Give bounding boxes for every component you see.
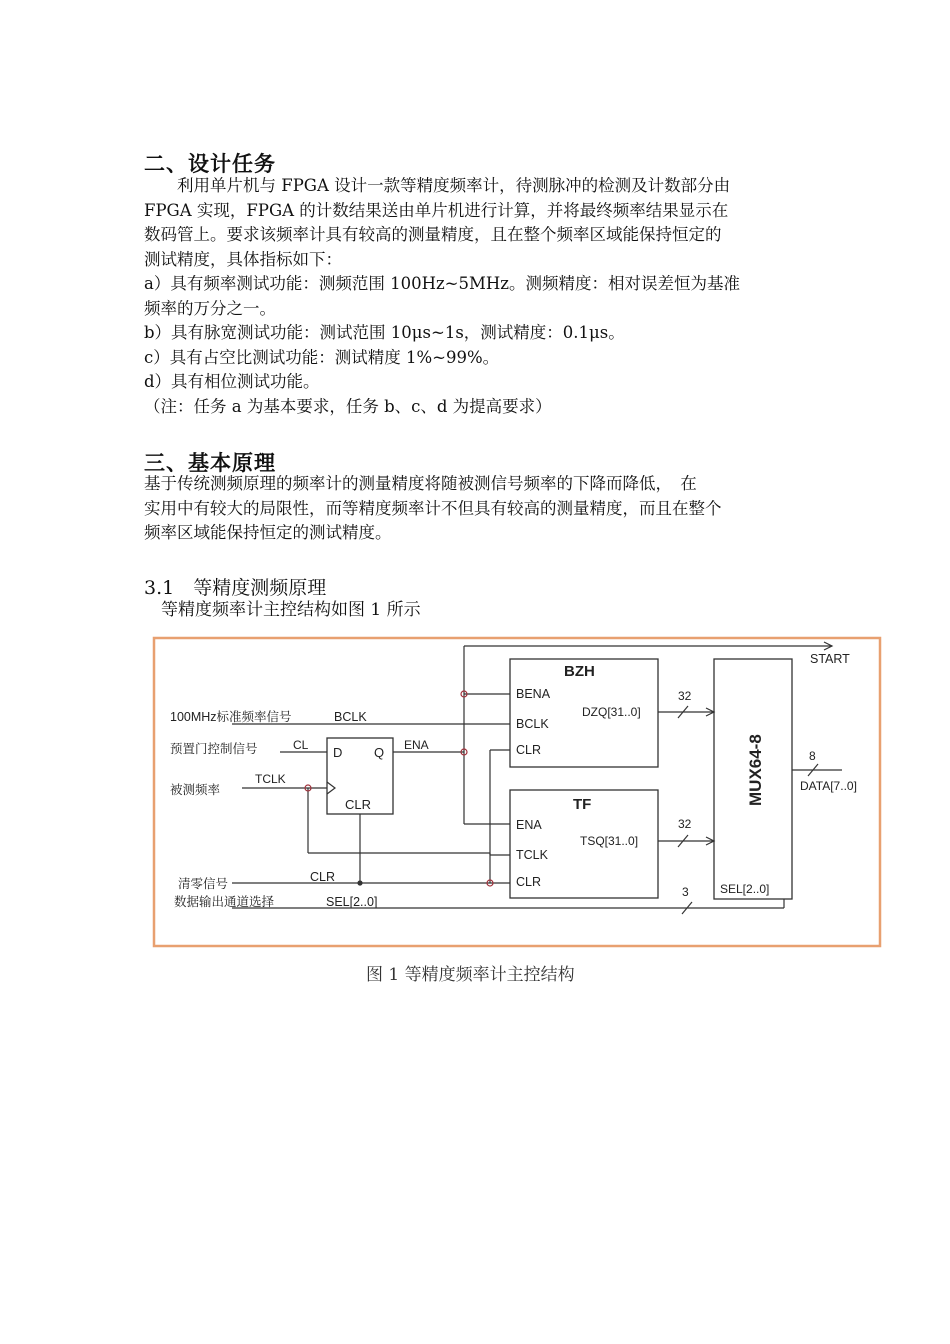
text-line: 测试精度，具体指标如下： — [144, 249, 342, 269]
dff-q-label: Q — [374, 745, 385, 760]
text-line: a）具有频率测试功能：测频范围 100Hz~5MHz。测频精度：相对误差恒为基准 — [144, 274, 740, 293]
bus-width-tsq: 32 — [678, 817, 692, 831]
input-gate-ctrl-label: 预置门控制信号 — [170, 742, 258, 756]
bzh-title: BZH — [564, 663, 595, 680]
text-line: 基于传统测频原理的频率计的测量精度将随被测信号频率的下降而降低， 在 — [144, 474, 697, 493]
text-line: d）具有相位测试功能。 — [144, 372, 320, 391]
text-line: 利用单片机与 FPGA 设计一款等精度频率计，待测脉冲的检测及计数部分由 — [144, 176, 731, 195]
bus-width-data: 8 — [809, 749, 816, 763]
bzh-out-label: DZQ[31..0] — [582, 705, 641, 719]
tf-clr-label: CLR — [516, 875, 542, 889]
dff-clr-label: CLR — [345, 797, 372, 812]
tf-ena-label: ENA — [516, 818, 542, 832]
text-line: c）具有占空比测试功能：测试精度 1%~99%。 — [144, 347, 500, 367]
bus-width-dzq: 32 — [678, 689, 692, 703]
mux-title: MUX64-8 — [746, 734, 765, 806]
signal-cl-label: CL — [293, 738, 309, 752]
subsection-heading: 3.1 等精度测频原理 — [144, 577, 327, 599]
input-sel-label: 数据输出通道选择 — [174, 895, 275, 909]
signal-clr-label: CLR — [310, 870, 336, 884]
tf-tclk-label: TCLK — [516, 848, 548, 862]
section-heading-basic-principle: 三、基本原理 — [144, 451, 276, 475]
tf-title: TF — [573, 796, 592, 813]
signal-start-label: START — [810, 652, 850, 666]
figure-caption: 图 1 等精度频率计主控结构 — [366, 965, 575, 985]
signal-bclk-label: BCLK — [334, 710, 367, 724]
input-measured-label: 被测频率 — [170, 783, 221, 797]
design-task-body — [144, 174, 824, 419]
signal-ena-label: ENA — [404, 738, 429, 752]
signal-tclk-label: TCLK — [255, 772, 286, 786]
basic-principle-body — [144, 472, 824, 546]
text-line: FPGA 实现，FPGA 的计数结果送由单片机进行计算，并将最终频率结果显示在 — [144, 200, 729, 220]
block-diagram — [152, 636, 882, 948]
bzh-clr-label: CLR — [516, 743, 542, 757]
mux-sel-label: SEL[2..0] — [720, 882, 770, 896]
text-line: 频率区域能保持恒定的测试精度。 — [144, 523, 392, 542]
bzh-bena-label: BENA — [516, 687, 551, 701]
input-clear-label: 清零信号 — [178, 877, 229, 891]
section-heading-design-task: 二、设计任务 — [144, 152, 276, 176]
bzh-bclk-label: BCLK — [516, 717, 549, 731]
input-std-freq-label: 100MHz标准频率信号 — [170, 710, 292, 724]
text-line: 实用中有较大的局限性，而等精度频率计不但具有较高的测量精度，而且在整个 — [144, 498, 722, 518]
bus-width-sel: 3 — [682, 885, 689, 899]
subsection-intro: 等精度频率计主控结构如图 1 所示 — [144, 600, 421, 620]
text-line: b）具有脉宽测试功能：测试范围 10μs~1s，测试精度：0.1μs。 — [144, 323, 625, 342]
text-line: （注：任务 a 为基本要求，任务 b、c、d 为提高要求） — [144, 396, 552, 416]
signal-data-label: DATA[7..0] — [800, 779, 857, 793]
text-line: 数码管上。要求该频率计具有较高的测量精度，且在整个频率区域能保持恒定的 — [144, 225, 722, 244]
dff-d-label: D — [333, 745, 343, 760]
text-line: 频率的万分之一。 — [144, 298, 276, 318]
tf-out-label: TSQ[31..0] — [580, 834, 639, 848]
signal-sel-label: SEL[2..0] — [326, 895, 378, 909]
